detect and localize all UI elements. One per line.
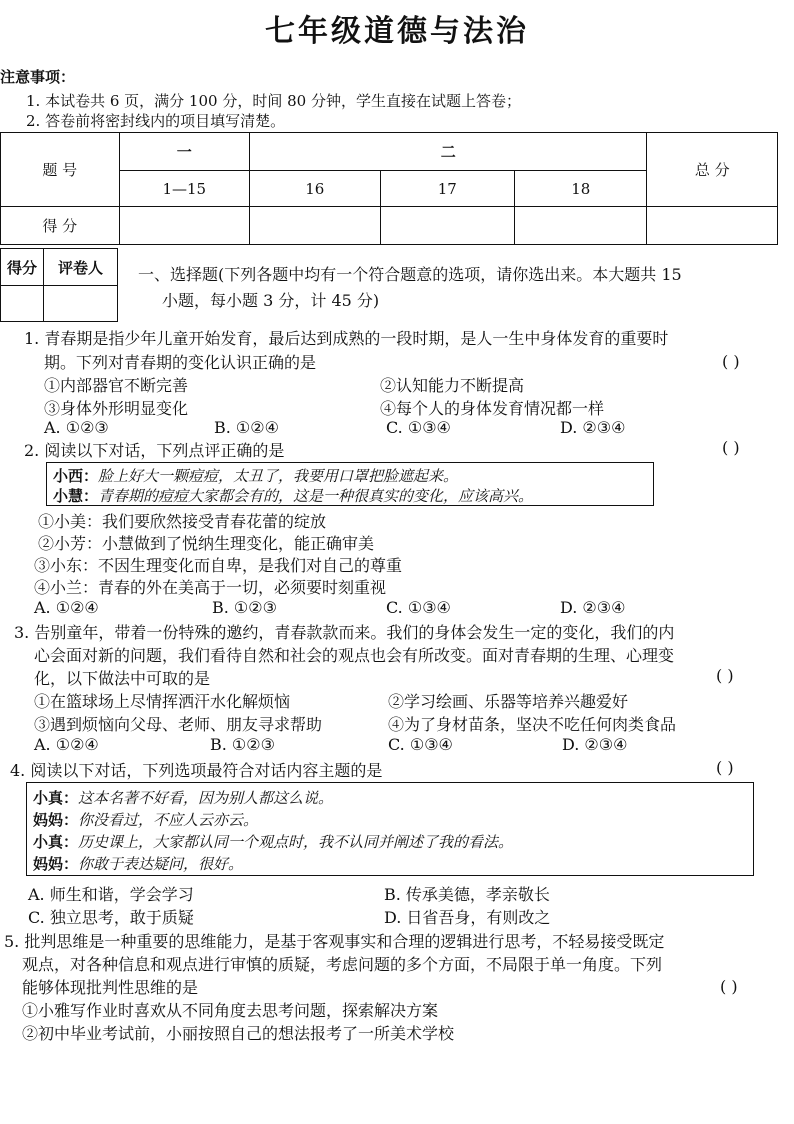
section-line: 小题，每小题 3 分，计 45 分) [162, 291, 380, 310]
q3-statement: ①在篮球场上尽情挥洒汗水化解烦恼 [34, 692, 291, 711]
q2-statement: ④小兰：青春的外在美高于一切，必须要时刻重视 [34, 578, 387, 597]
dialog-line: 你敢于表达疑问，很好。 [78, 855, 244, 873]
part-one-header: 一 [119, 133, 250, 171]
speaker: 小真： [33, 789, 79, 807]
q1-option-b[interactable]: B. ①②④ [214, 418, 279, 437]
page-title: 七年级道德与法治 [265, 14, 529, 49]
grader-name-cell[interactable] [44, 286, 117, 322]
speaker: 妈妈： [33, 855, 79, 873]
q3-option-a[interactable]: A. ①②④ [34, 735, 99, 754]
q3-statement: ④为了身材苗条，坚决不吃任何肉类食品 [388, 715, 677, 734]
q1-statement: ③身体外形明显变化 [44, 399, 189, 418]
total-score-header: 总 分 [647, 133, 778, 207]
q3-stem-line: 心会面对新的问题，我们看待自然和社会的观点也会有所改变。面对青春期的生理、心理变 [34, 646, 675, 665]
col-1-15: 1—15 [119, 171, 250, 207]
q2-option-a[interactable]: A. ①②④ [34, 598, 99, 617]
q4-dialog-box [26, 782, 754, 876]
q3-option-b[interactable]: B. ①②③ [210, 735, 275, 754]
answer-paren[interactable]: ( ) [716, 758, 734, 777]
note-item: 2. 答卷前将密封线内的项目填写清楚。 [26, 112, 286, 130]
q4-option-a[interactable]: A. 师生和谐，学会学习 [28, 885, 194, 904]
q3-stem-line: 化，以下做法中可取的是 [34, 669, 211, 688]
dialog-line: 你没看过，不应人云亦云。 [78, 811, 259, 829]
q5-stem-line: 观点，对各种信息和观点进行审慎的质疑，考虑问题的多个方面，不局限于单一角度。下列 [22, 955, 663, 974]
speaker: 小真： [33, 833, 79, 851]
q2-statement: ③小东：不因生理变化而自卑，是我们对自己的尊重 [34, 556, 403, 575]
dialog-line: 这本名著不好看，因为别人都这么说。 [78, 789, 334, 807]
q1-statement: ④每个人的身体发育情况都一样 [380, 399, 605, 418]
col-16: 16 [250, 171, 381, 207]
dialog-line: 青春期的痘痘大家都会有的，这是一种很真实的变化，应该高兴。 [98, 487, 534, 505]
q5-statement: ②初中毕业考试前，小丽按照自己的想法报考了一所美术学校 [22, 1024, 455, 1043]
label-question-number: 题 号 [1, 133, 120, 207]
q3-option-d[interactable]: D. ②③④ [562, 735, 628, 754]
q1-option-c[interactable]: C. ①③④ [386, 418, 451, 437]
q3-statement: ③遇到烦恼向父母、老师、朋友寻求帮助 [34, 715, 323, 734]
section-line: 一、选择题(下列各题中均有一个符合题意的选项，请你选出来。本大题共 15 [138, 265, 682, 284]
q1-stem-line: 1. 青春期是指少年儿童开始发育，最后达到成熟的一段时期，是人一生中身体发育的重要时 [24, 329, 669, 348]
answer-paren[interactable]: ( ) [716, 666, 734, 685]
speaker: 妈妈： [33, 811, 79, 829]
q2-statement: ①小美：我们要欣然接受青春花蕾的绽放 [38, 512, 327, 531]
answer-paren[interactable]: ( ) [722, 438, 740, 457]
section-one-instructions [138, 262, 788, 314]
q5-stem-line: 能够体现批判性思维的是 [22, 978, 199, 997]
grader-box [0, 248, 118, 322]
score-table [0, 132, 778, 245]
q5-stem-line: 5. 批判思维是一种重要的思维能力，是基于客观事实和合理的逻辑进行思考，不轻易接受既定 [4, 932, 665, 951]
grader-score-label: 得分 [1, 249, 44, 285]
q1-option-d[interactable]: D. ②③④ [560, 418, 626, 437]
col-17: 17 [380, 171, 514, 207]
q5-statement: ①小雅写作业时喜欢从不同角度去思考问题，探索解决方案 [22, 1001, 439, 1020]
q2-option-c[interactable]: C. ①③④ [386, 598, 451, 617]
dialog-line: 历史课上，大家都认同一个观点时，我不认同并阐述了我的看法。 [78, 833, 514, 851]
q1-statement: ②认知能力不断提高 [380, 376, 525, 395]
q3-stem-line: 3. 告别童年，带着一份特殊的邀约，青春款款而来。我们的身体会发生一定的变化，我们的内 [14, 623, 675, 642]
q4-stem-line: 4. 阅读以下对话，下列选项最符合对话内容主题的是 [10, 761, 383, 780]
speaker: 小西： [53, 467, 99, 485]
answer-paren[interactable]: ( ) [722, 352, 740, 371]
dialog-line: 脸上好大一颗痘痘，太丑了，我要用口罩把脸遮起来。 [98, 467, 459, 485]
label-score: 得 分 [1, 207, 120, 245]
score-cell[interactable] [119, 207, 250, 245]
score-cell[interactable] [380, 207, 514, 245]
q3-option-c[interactable]: C. ①③④ [388, 735, 453, 754]
total-score-cell[interactable] [647, 207, 778, 245]
grader-name-label: 评卷人 [57, 258, 103, 277]
q4-option-c[interactable]: C. 独立思考，敢于质疑 [28, 908, 194, 927]
q1-stem-line: 期。下列对青春期的变化认识正确的是 [44, 353, 317, 372]
q2-statement: ②小芳：小慧做到了悦纳生理变化，能正确审美 [38, 534, 375, 553]
score-cell[interactable] [515, 207, 647, 245]
answer-paren[interactable]: ( ) [720, 977, 738, 996]
q4-option-d[interactable]: D. 日省吾身，有则改之 [384, 908, 551, 927]
note-item: 1. 本试卷共 6 页，满分 100 分，时间 80 分钟，学生直接在试题上答卷； [26, 92, 521, 110]
q2-dialog-box [46, 462, 654, 506]
col-18: 18 [515, 171, 647, 207]
q2-stem-line: 2. 阅读以下对话，下列点评正确的是 [24, 441, 285, 460]
speaker: 小慧： [53, 487, 99, 505]
notes-heading: 注意事项： [0, 68, 76, 86]
q4-option-b[interactable]: B. 传承美德，孝亲敬长 [384, 885, 550, 904]
score-cell[interactable] [250, 207, 381, 245]
q2-option-b[interactable]: B. ①②③ [212, 598, 277, 617]
q2-option-d[interactable]: D. ②③④ [560, 598, 626, 617]
q3-statement: ②学习绘画、乐器等培养兴趣爱好 [388, 692, 629, 711]
q1-option-a[interactable]: A. ①②③ [44, 418, 109, 437]
grader-score-cell[interactable] [1, 286, 44, 322]
part-two-header: 二 [250, 133, 647, 171]
q1-statement: ①内部器官不断完善 [44, 376, 189, 395]
